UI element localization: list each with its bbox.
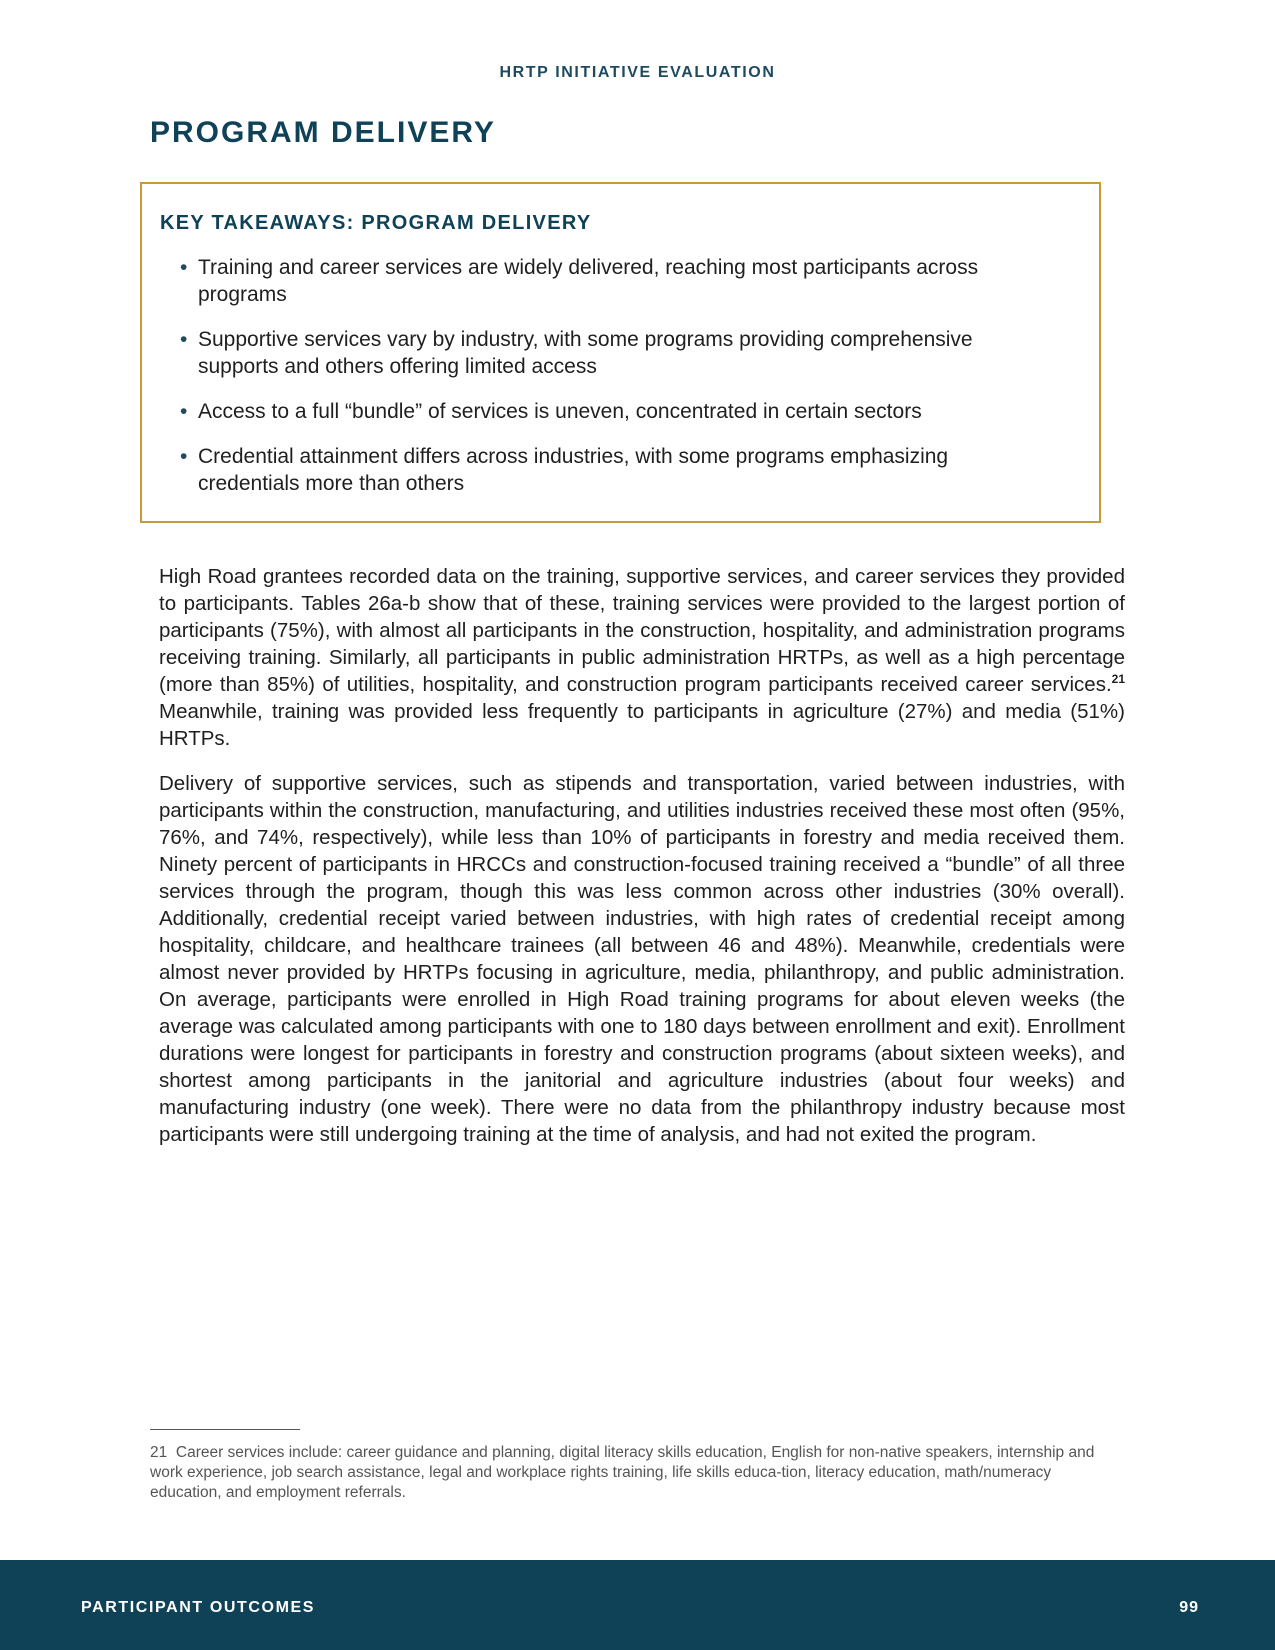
key-takeaways-box	[140, 182, 1101, 523]
footnote-reference[interactable]: 21	[1111, 672, 1125, 687]
paragraph-text: High Road grantees recorded data on the training, supportive services, and career services they provided to participants. Tables 26a-b show that of these, training services were provided to the largest portion of participants (75%), with almost all participants in the construction, hospitality, and administration programs receiving training. Similarly, all participants in public administration HRTPs, as well as a high percentage (more than 85%) of utilities, hospitality, and construction program participants received career services.	[159, 565, 1125, 696]
page-footer	[0, 1560, 1275, 1650]
key-takeaways-list	[180, 254, 1050, 515]
takeaway-item	[180, 326, 1050, 380]
takeaway-item	[180, 254, 1050, 308]
body-text	[159, 563, 1125, 1166]
footnote-divider	[150, 1429, 300, 1430]
footnote	[150, 1443, 1125, 1503]
bullet-icon: •	[180, 445, 188, 468]
body-paragraph: Delivery of supportive services, such as stipends and transportation, varied between industries, with participants within the construction, manufacturing, and utilities industries received these most often (95%, 76%, and 74%, respectively), while less than 10% of participants in forestry and media received them. Ninety percent of participants in HRCCs and construction-focused training received a “bundle” of all three services through the program, though this was less common across other industries (30% overall). Additionally, credential receipt varied between industries, with high rates of credential receipt among hospitality, childcare, and healthcare trainees (all between 46 and 48%). Meanwhile, credentials were almost never provided by HRTPs focusing in agriculture, media, philanthropy, and public administration. On average, participants were enrolled in High Road training programs for about eleven weeks (the average was calculated among participants with one to 180 days between enrollment and exit). Enrollment durations were longest for participants in forestry and construction programs (about sixteen weeks), and shortest among participants in the janitorial and agriculture industries (about four weeks) and manufacturing industry (one week). There were no data from the philanthropy industry because most participants were still undergoing training at the time of analysis, and had not exited the program.	[159, 772, 1125, 1146]
running-header: HRTP INITIATIVE EVALUATION	[499, 64, 776, 81]
bullet-icon: •	[180, 400, 188, 423]
key-takeaways-title: KEY TAKEAWAYS: PROGRAM DELIVERY	[160, 212, 592, 234]
takeaway-text: Training and career services are widely delivered, reaching most participants across programs	[198, 256, 979, 306]
page-number: 99	[1179, 1599, 1199, 1616]
bullet-icon: •	[180, 256, 188, 279]
takeaway-item	[180, 398, 1050, 425]
footer-section-label: PARTICIPANT OUTCOMES	[81, 1599, 316, 1616]
footnote-number: 21	[150, 1444, 168, 1461]
body-paragraph	[159, 563, 1125, 752]
paragraph-text: Meanwhile, training was provided less frequently to participants in agriculture (27%) and media (51%) HRTPs.	[159, 700, 1125, 750]
takeaway-text: Credential attainment differs across industries, with some programs emphasizing credentials more than others	[198, 445, 949, 495]
footnote-text: Career services include: career guidance and planning, digital literacy skills education, English for non-native speakers, internship and work experience, job search assistance, legal and workplace rights training, life skills educa-tion, literacy education, math/numeracy education, and employment referrals.	[150, 1444, 1095, 1501]
takeaway-text: Access to a full “bundle” of services is uneven, concentrated in certain sectors	[198, 400, 922, 423]
takeaway-text: Supportive services vary by industry, with some programs providing comprehensive supports and others offering limited access	[198, 328, 973, 378]
takeaway-item	[180, 443, 1050, 497]
bullet-icon: •	[180, 328, 188, 351]
section-title: PROGRAM DELIVERY	[150, 116, 496, 149]
